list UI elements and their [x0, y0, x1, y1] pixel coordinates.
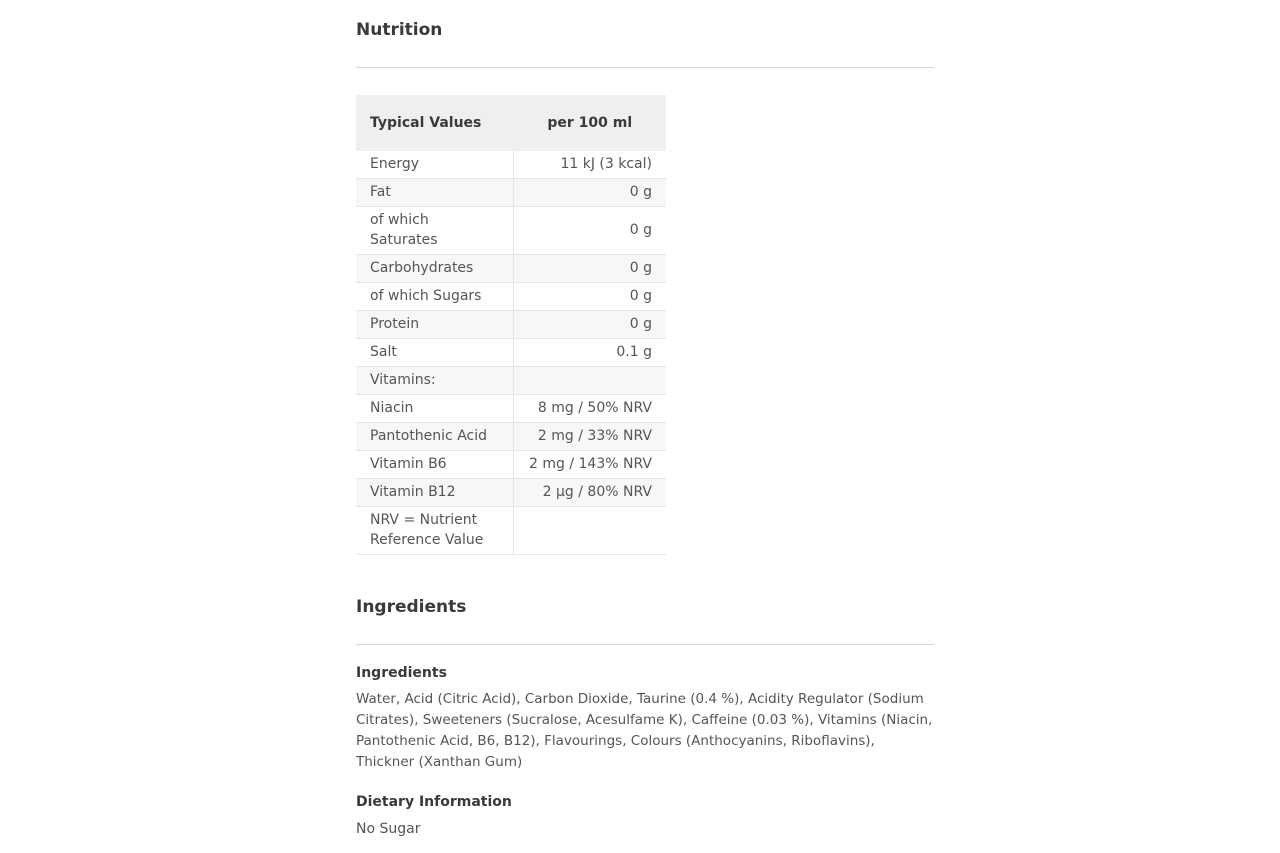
- table-row: [356, 395, 666, 423]
- table-row: [356, 451, 666, 479]
- table-row: [356, 207, 666, 255]
- nutrition-section-title: Nutrition: [356, 20, 443, 40]
- nutrient-value: 0 g: [514, 311, 667, 339]
- nutrient-name: Salt: [356, 339, 514, 367]
- nutrient-name: Energy: [356, 151, 514, 179]
- nutrient-name: Fat: [356, 179, 514, 207]
- nutrient-name: Niacin: [356, 395, 514, 423]
- nutrition-table: [356, 95, 666, 555]
- nutrient-value: 11 kJ (3 kcal): [514, 151, 667, 179]
- nutrient-name: of which Sugars: [356, 283, 514, 311]
- nutrient-value: 2 mg / 33% NRV: [514, 423, 667, 451]
- nutrient-name: Pantothenic Acid: [356, 423, 514, 451]
- ingredients-subheading: Ingredients: [356, 665, 447, 681]
- table-row: [356, 367, 666, 395]
- table-row: [356, 339, 666, 367]
- nutrient-value: 2 mg / 143% NRV: [514, 451, 667, 479]
- header-per-100ml: per 100 ml: [514, 95, 667, 151]
- nutrient-name: Protein: [356, 311, 514, 339]
- nutrient-value: 0 g: [514, 255, 667, 283]
- ingredients-section-title: Ingredients: [356, 597, 467, 617]
- table-row: [356, 479, 666, 507]
- table-row: [356, 311, 666, 339]
- dietary-info-text: No Sugar: [356, 821, 421, 837]
- nutrient-value: 8 mg / 50% NRV: [514, 395, 667, 423]
- ingredients-divider: [356, 644, 934, 645]
- header-typical-values: Typical Values: [356, 95, 514, 151]
- ingredients-text: Water, Acid (Citric Acid), Carbon Dioxide, Taurine (0.4 %), Acidity Regulator (Sodium Citrates), Sweeteners (Sucralose, Acesulfame K), Caffeine (0.03 %), Vitamins (Niacin, Pantothenic Acid, B6, B12), Flavourings, Colours (Anthocyanins, Riboflavins), Thickner (Xanthan Gum): [356, 691, 933, 770]
- table-row: [356, 255, 666, 283]
- nutrient-name: Vitamins:: [356, 367, 514, 395]
- table-row: [356, 507, 666, 555]
- nutrient-value: [514, 507, 667, 555]
- nutrient-name: Vitamin B6: [356, 451, 514, 479]
- nutrient-value: 2 µg / 80% NRV: [514, 479, 667, 507]
- nutrition-divider: [356, 67, 934, 68]
- table-row: [356, 283, 666, 311]
- nutrient-value: 0 g: [514, 207, 667, 255]
- nutrient-name: Vitamin B12: [356, 479, 514, 507]
- nutrient-value: 0.1 g: [514, 339, 667, 367]
- nutrient-name: Carbohydrates: [356, 255, 514, 283]
- table-row: [356, 151, 666, 179]
- dietary-info-heading: Dietary Information: [356, 794, 512, 810]
- nutrient-value: [514, 367, 667, 395]
- table-row: [356, 179, 666, 207]
- nutrient-name: of which Saturates: [356, 207, 514, 255]
- table-row: [356, 423, 666, 451]
- nutrient-value: 0 g: [514, 283, 667, 311]
- nrv-footnote: NRV = Nutrient Reference Value: [356, 507, 514, 555]
- nutrition-table-header: [356, 95, 666, 151]
- nutrient-value: 0 g: [514, 179, 667, 207]
